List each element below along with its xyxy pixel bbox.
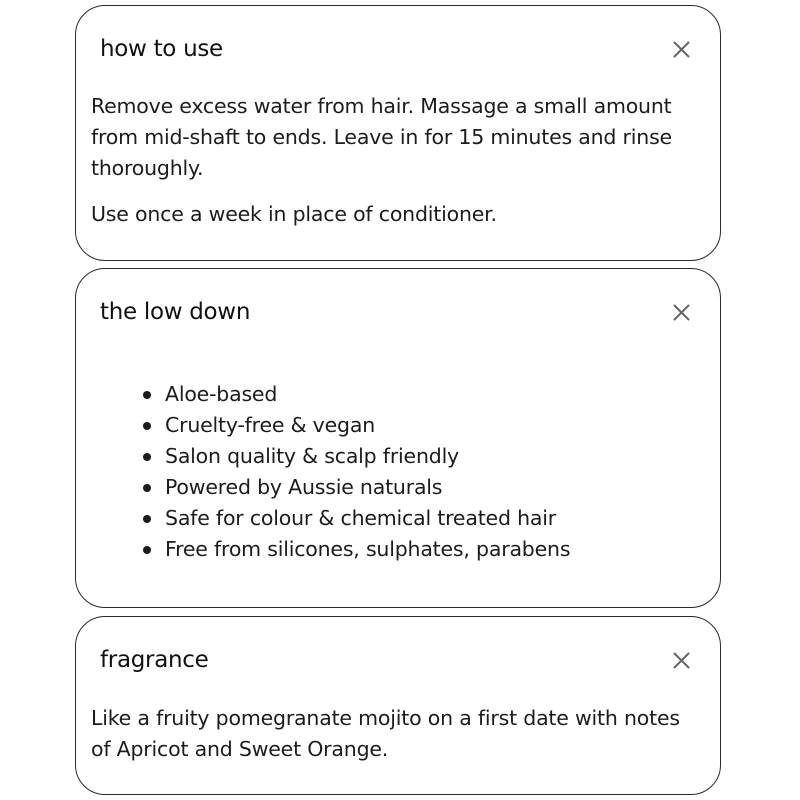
panel-content [91,703,702,765]
close-x-icon [673,652,690,669]
list-item-text: Aloe-based [165,382,278,406]
close-button[interactable] [668,299,694,325]
low-down-panel [75,268,721,608]
list-item-text: Cruelty-free & vegan [165,413,375,437]
list-item-text: Salon quality & scalp friendly [165,444,459,468]
list-item [141,534,570,565]
list-item [141,472,570,503]
panel-title: fragrance [100,647,209,673]
panel-title: the low down [100,299,251,325]
bullet-icon [143,546,151,554]
features-list [141,379,570,565]
bullet-icon [143,484,151,492]
frequency-paragraph: Use once a week in place of conditioner. [91,202,497,226]
list-item-text: Powered by Aussie naturals [165,475,443,499]
close-x-icon [673,41,690,58]
bullet-icon [143,515,151,523]
bullet-icon [143,453,151,461]
list-item [141,441,570,472]
bullet-icon [143,422,151,430]
bullet-icon [143,391,151,399]
panel-content [91,91,702,230]
fragrance-panel [75,616,721,795]
close-button[interactable] [668,647,694,673]
list-item [141,410,570,441]
list-item [141,503,570,534]
instructions-paragraph: Remove excess water from hair. Massage a small amount from mid-shaft to ends. Leave in for 15 minutes and rinse thoroughly. [91,94,672,180]
close-x-icon [673,304,690,321]
close-button[interactable] [668,36,694,62]
list-item [141,379,570,410]
panel-title: how to use [100,36,223,62]
list-item-text: Safe for colour & chemical treated hair [165,506,556,530]
fragrance-description: Like a fruity pomegranate mojito on a first date with notes of Apricot and Sweet Orange. [91,706,680,761]
list-item-text: Free from silicones, sulphates, parabens [165,537,571,561]
how-to-use-panel [75,5,721,261]
